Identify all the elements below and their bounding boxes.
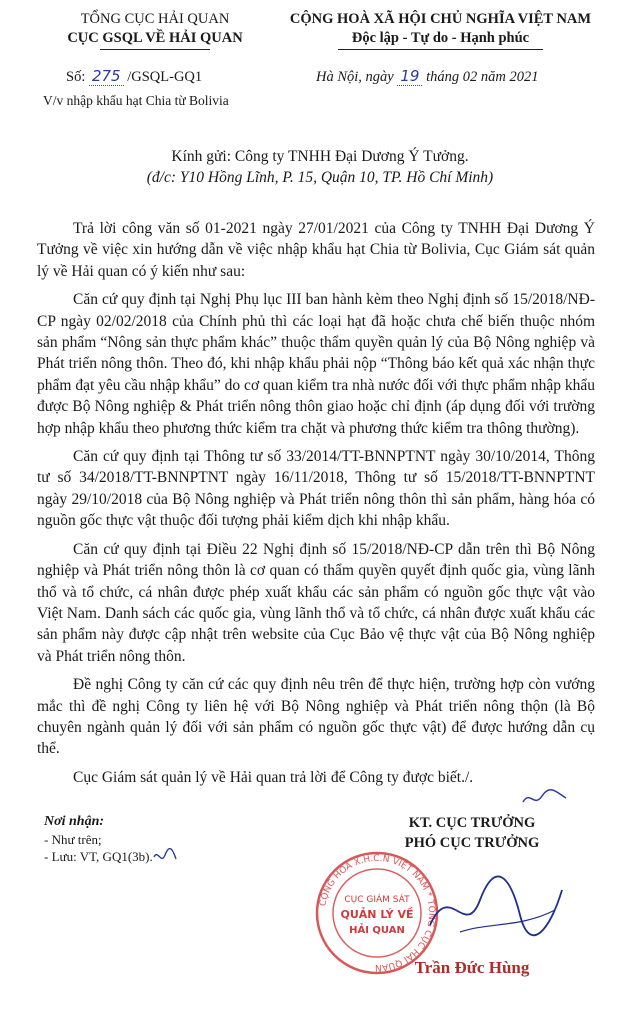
recipient-item: - Như trên; [44,832,102,847]
number-prefix: Số: [66,69,86,85]
national-heading-block [268,10,613,50]
parent-agency: TỔNG CỤC HẢI QUAN [80,11,230,27]
stamp-ring-text: CỘNG HOÀ X.H.C.N VIỆT NAM * TỔNG CỤC HẢI QUAN [318,853,437,973]
recipients-title: Nơi nhận: [44,814,105,829]
subject-line: V/v nhập khẩu hạt Chia từ Bolivia [43,93,229,108]
date-day-handwritten: 19 [397,67,422,86]
paragraph-6: Cục Giám sát quản lý về Hải quan trả lời để Công ty được biết./. [73,768,474,786]
paragraph-3: Căn cứ quy định tại Thông tư số 33/2014/TT-BNNPTNT ngày 30/10/2014, Thông tư số 34/2018/TT-BNNPTNT ngày 16/11/2018, Thông tư số 15/2018/TT-BNNPTNT ngày 29/10/2018 của Bộ Nông nghiệp và Phát triển nông thôn thì sản phẩm, hàng hóa có nguồn gốc thực vật thuộc đối tượng phải kiểm dịch khi nhập khẩu. [37,448,595,530]
initial-mark-icon [152,845,180,867]
national-motto: Độc lập - Tự do - Hạnh phúc [351,30,530,46]
number-suffix: /GSQL-GQ1 [127,69,203,85]
motto-underline [338,49,543,50]
nation-name: CỘNG HOÀ XÃ HỘI CHỦ NGHĨA VIỆT NAM [289,11,592,27]
issuing-agency-block [40,10,270,50]
paragraph-2: Căn cứ quy định tại Nghị Phụ lục III ban hành kèm theo Nghị định số 15/2018/NĐ-CP ngày 02/02/2018 của Chính phủ thì các loại hạt đã hoặc chưa chế biến thuộc nhóm sản phẩm “Nông sản thực phẩm khác” thuộc thẩm quyền quản lý của Bộ Nông nghiệp và Phát triển nông thôn. Theo đó, khi nhập khẩu phải nộp “Thông báo kết quả xác nhận thực phẩm đạt yêu cầu nhập khẩu” do cơ quan kiểm tra nhà nước đối với thực phẩm nhập khẩu được Bộ Nông nghiệp & Phát triển nông thôn giao hoặc chỉ định (áp dụng đối với trường hợp nhập khẩu theo phương thức kiểm tra chặt và phương thức kiểm tra thông thường). [37,291,595,437]
agency-name: CỤC GSQL VỀ HẢI QUAN [67,30,243,46]
signer-name: Trần Đức Hùng [414,958,530,977]
recipients-block [44,813,264,865]
stamp-line-1: CỤC GIÁM SÁT [344,895,410,905]
stamp-line-2: QUẢN LÝ VỀ [340,908,414,921]
recipient-item: - Lưu: VT, GQ1(3b). [44,849,153,864]
document-date [316,66,616,87]
letter-body [37,218,595,795]
handwritten-signature-icon [420,870,570,950]
addressee-address: (đ/c: Y10 Hồng Lĩnh, P. 15, Quận 10, TP. Hồ Chí Minh) [146,169,494,186]
addressee-line: Kính gửi: Công ty TNHH Đại Dương Ý Tưởng. [171,148,469,165]
number-handwritten: 275 [89,67,124,86]
signature-title-2: PHÓ CỤC TRƯỞNG [404,835,540,851]
agency-underline [100,49,210,50]
signature-block [372,813,572,853]
stamp-line-3: HẢI QUAN [349,925,405,936]
paragraph-4: Căn cứ quy định tại Điều 22 Nghị định số 15/2018/NĐ-CP dẫn trên thì Bộ Nông nghiệp và Phát triển nông thôn là cơ quan có thẩm quyền quyết định quốc gia, vùng lãnh thổ và tổ chức, cá nhân được phép xuất khẩu các sản phẩm có nguồn gốc thực vật vào Việt Nam. Danh sách các quốc gia, vùng lãnh thổ và tổ chức, cá nhân được xuất khẩu các sản phẩm này được cập nhật trên website của Cục Bảo vệ thực vật của Bộ Nông nghiệp và Phát triển nông thôn. [37,540,595,665]
document-number [66,66,266,87]
paragraph-5: Đề nghị Công ty căn cứ các quy định nêu trên để thực hiện, trường hợp còn vướng mắc thì đề nghị Công ty liên hệ với Bộ Nông nghiệp và Phát triển nông thộn (là Bộ chuyên ngành quản lý đối với sản phẩm có nguồn gốc thực vật) để được hướng dẫn cụ thể. [37,676,595,758]
date-suffix: tháng 02 năm 2021 [426,69,539,85]
signature-flourish-icon [520,788,570,810]
date-prefix: Hà Nội, ngày [316,69,394,85]
paragraph-1: Trả lời công văn số 01-2021 ngày 27/01/2021 của Công ty TNHH Đại Dương Ý Tưởng về việc xin hướng dẫn về việc nhập khẩu hạt Chia từ Bolivia, Cục Giám sát quản lý về Hải quan có ý kiến như sau: [37,220,595,280]
signature-title-1: KT. CỤC TRƯỞNG [408,815,536,831]
addressee-block [60,146,580,188]
